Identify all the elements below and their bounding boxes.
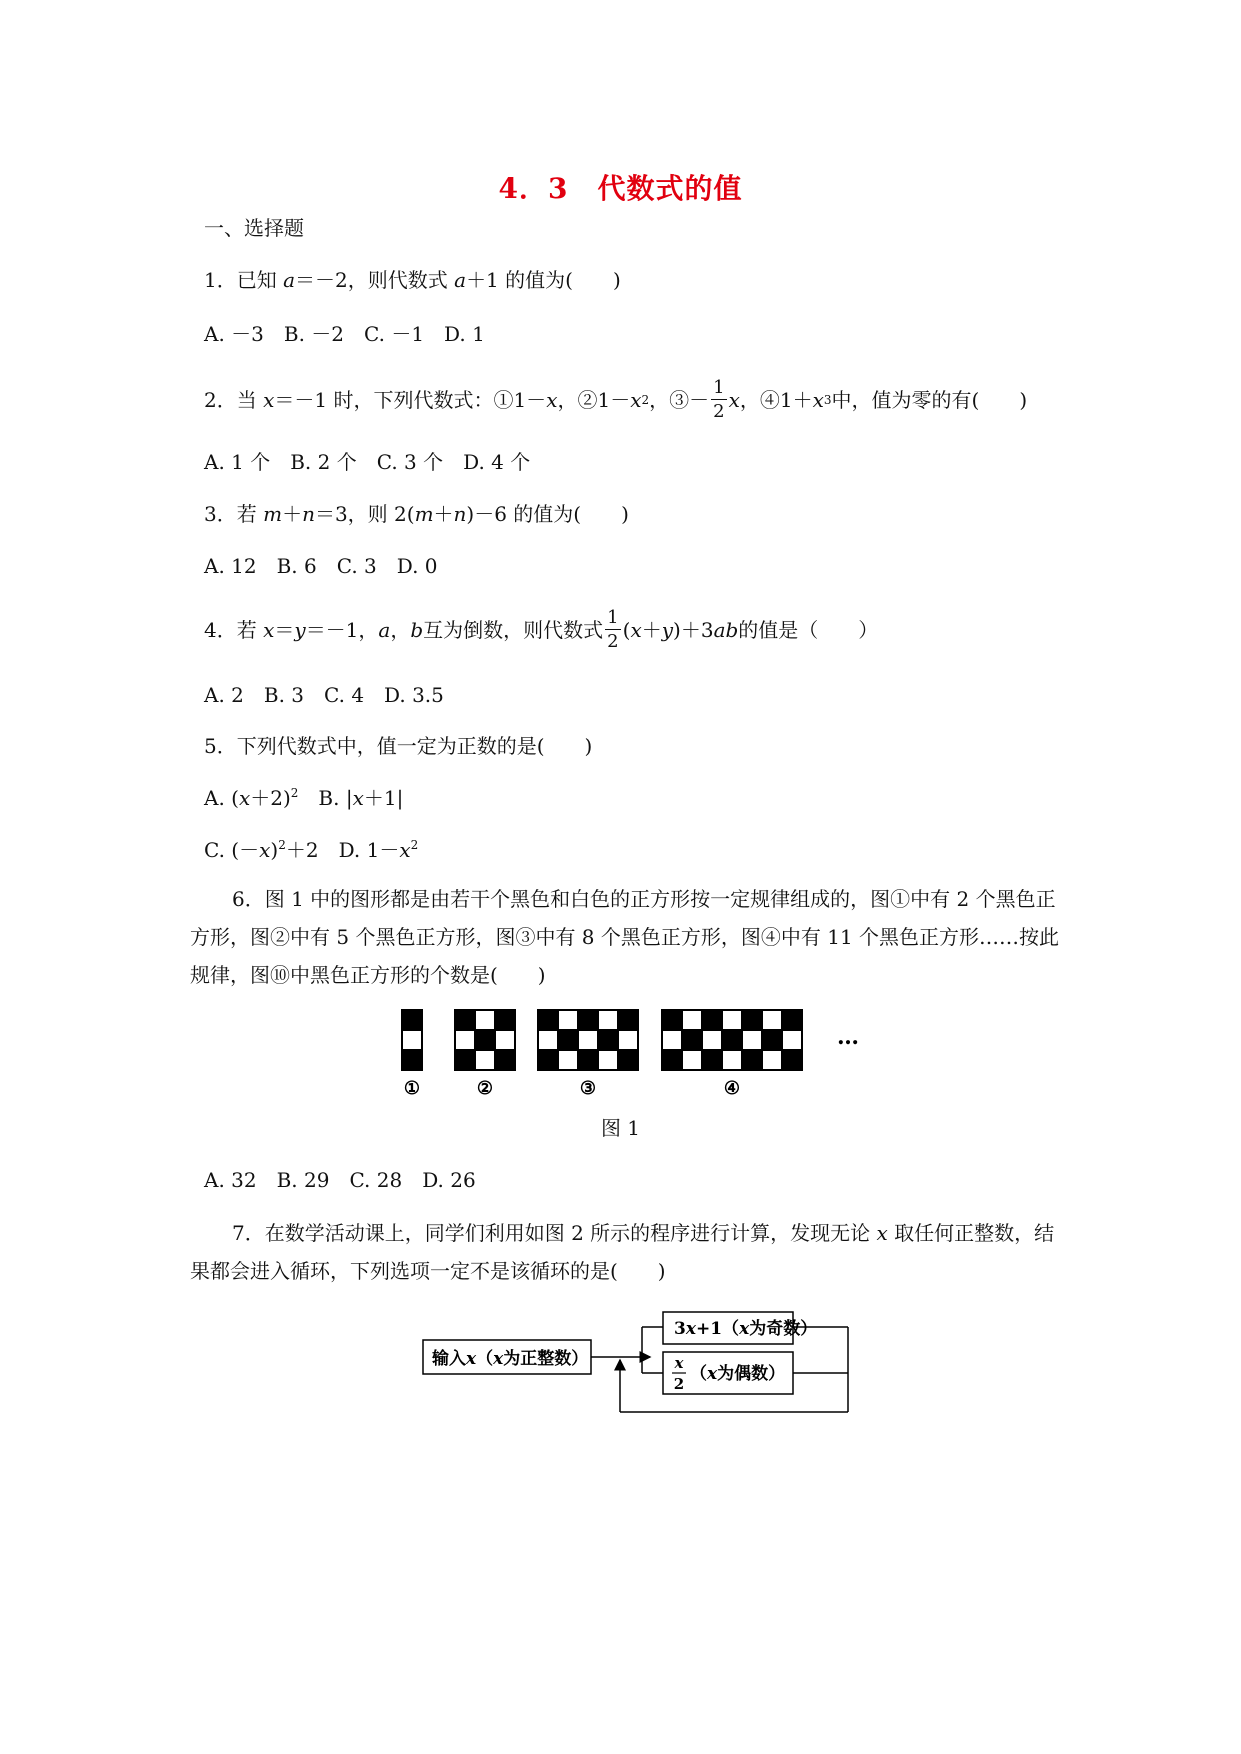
label-2: ② bbox=[476, 1078, 494, 1099]
odd-box-label: 3x+1（x为奇数） bbox=[674, 1319, 818, 1339]
figure-2-flowchart bbox=[420, 1300, 880, 1420]
question-1-options: A. －3 B. －2 C. －1 D. 1 bbox=[204, 322, 485, 346]
even-frac-numerator: x bbox=[674, 1354, 684, 1372]
question-4: 4． 若 x ＝ y ＝－1， a ， b 互为倒数，则代数式 $\frac{1}{2}$ ( x ＋ y )＋3 ab 的值是（ ） bbox=[204, 607, 879, 652]
label-4: ④ bbox=[723, 1078, 741, 1099]
question-4-options: A. 2 B. 3 C. 4 D. 3.5 bbox=[204, 683, 444, 707]
question-6: 6．图 1 中的图形都是由若干个黑色和白色的正方形按一定规律组成的，图①中有 2 个黑色正方形，图②中有 5 个黑色正方形，图③中有 8 个黑色正方形，图④中有 11 个黑色正方形……按此规律，图⑩中黑色正方形的个数是( ) bbox=[190, 887, 1060, 987]
question-3: 3．若 m＋n＝3，则 2(m＋n)－6 的值为( ) bbox=[204, 502, 629, 526]
page-title: 4．3 代数式的值 bbox=[498, 172, 743, 205]
fraction-one-half: $\frac{1}{2}$ bbox=[713, 377, 725, 422]
section-heading: 一、选择题 bbox=[204, 216, 304, 240]
figure-1-caption: 图 1 bbox=[600, 1116, 641, 1140]
input-box-label: 输入x（x为正整数） bbox=[432, 1349, 589, 1369]
question-3-options: A. 12 B. 6 C. 3 D. 0 bbox=[204, 554, 438, 578]
question-6-options: A. 32 B. 29 C. 28 D. 26 bbox=[204, 1168, 476, 1192]
label-1: ① bbox=[403, 1078, 421, 1099]
question-5-options-cd: C. $(-x)^2+2$ D. $1-x^2$ bbox=[204, 838, 419, 862]
question-1: 1．已知 a＝－2，则代数式 a＋1 的值为( ) bbox=[204, 268, 621, 292]
figure-1-patterns bbox=[390, 1000, 890, 1100]
question-2: 2． 当 x ＝－1 时，下列代数式：①1－ x ，②1－ x 2 ，③－ $\frac{1}{2}$ x ，④1＋ x 3 中，值为零的有( ) bbox=[204, 377, 1028, 422]
question-5-options-ab: A. $(x+2)^2$ B. |x＋1| bbox=[204, 786, 404, 810]
pattern-1 bbox=[402, 1010, 422, 1070]
label-3: ③ bbox=[579, 1078, 597, 1099]
question-5: 5．下列代数式中，值一定为正数的是( ) bbox=[204, 734, 593, 758]
question-2-options: A. 1 个 B. 2 个 C. 3 个 D. 4 个 bbox=[204, 450, 531, 474]
pattern-4 bbox=[662, 1010, 802, 1070]
even-box-label: （x为偶数） bbox=[690, 1364, 786, 1384]
even-frac-denominator: 2 bbox=[673, 1375, 685, 1393]
question-7: 7．在数学活动课上，同学们利用如图 2 所示的程序进行计算，发现无论 x 取任何正整数，结果都会进入循环，下列选项一定不是该循环的是( ) bbox=[190, 1221, 1055, 1283]
fraction-one-half: $\frac{1}{2}$ bbox=[607, 607, 619, 652]
pattern-3 bbox=[538, 1010, 638, 1070]
ellipsis: … bbox=[837, 1024, 859, 1050]
pattern-2 bbox=[455, 1010, 515, 1070]
